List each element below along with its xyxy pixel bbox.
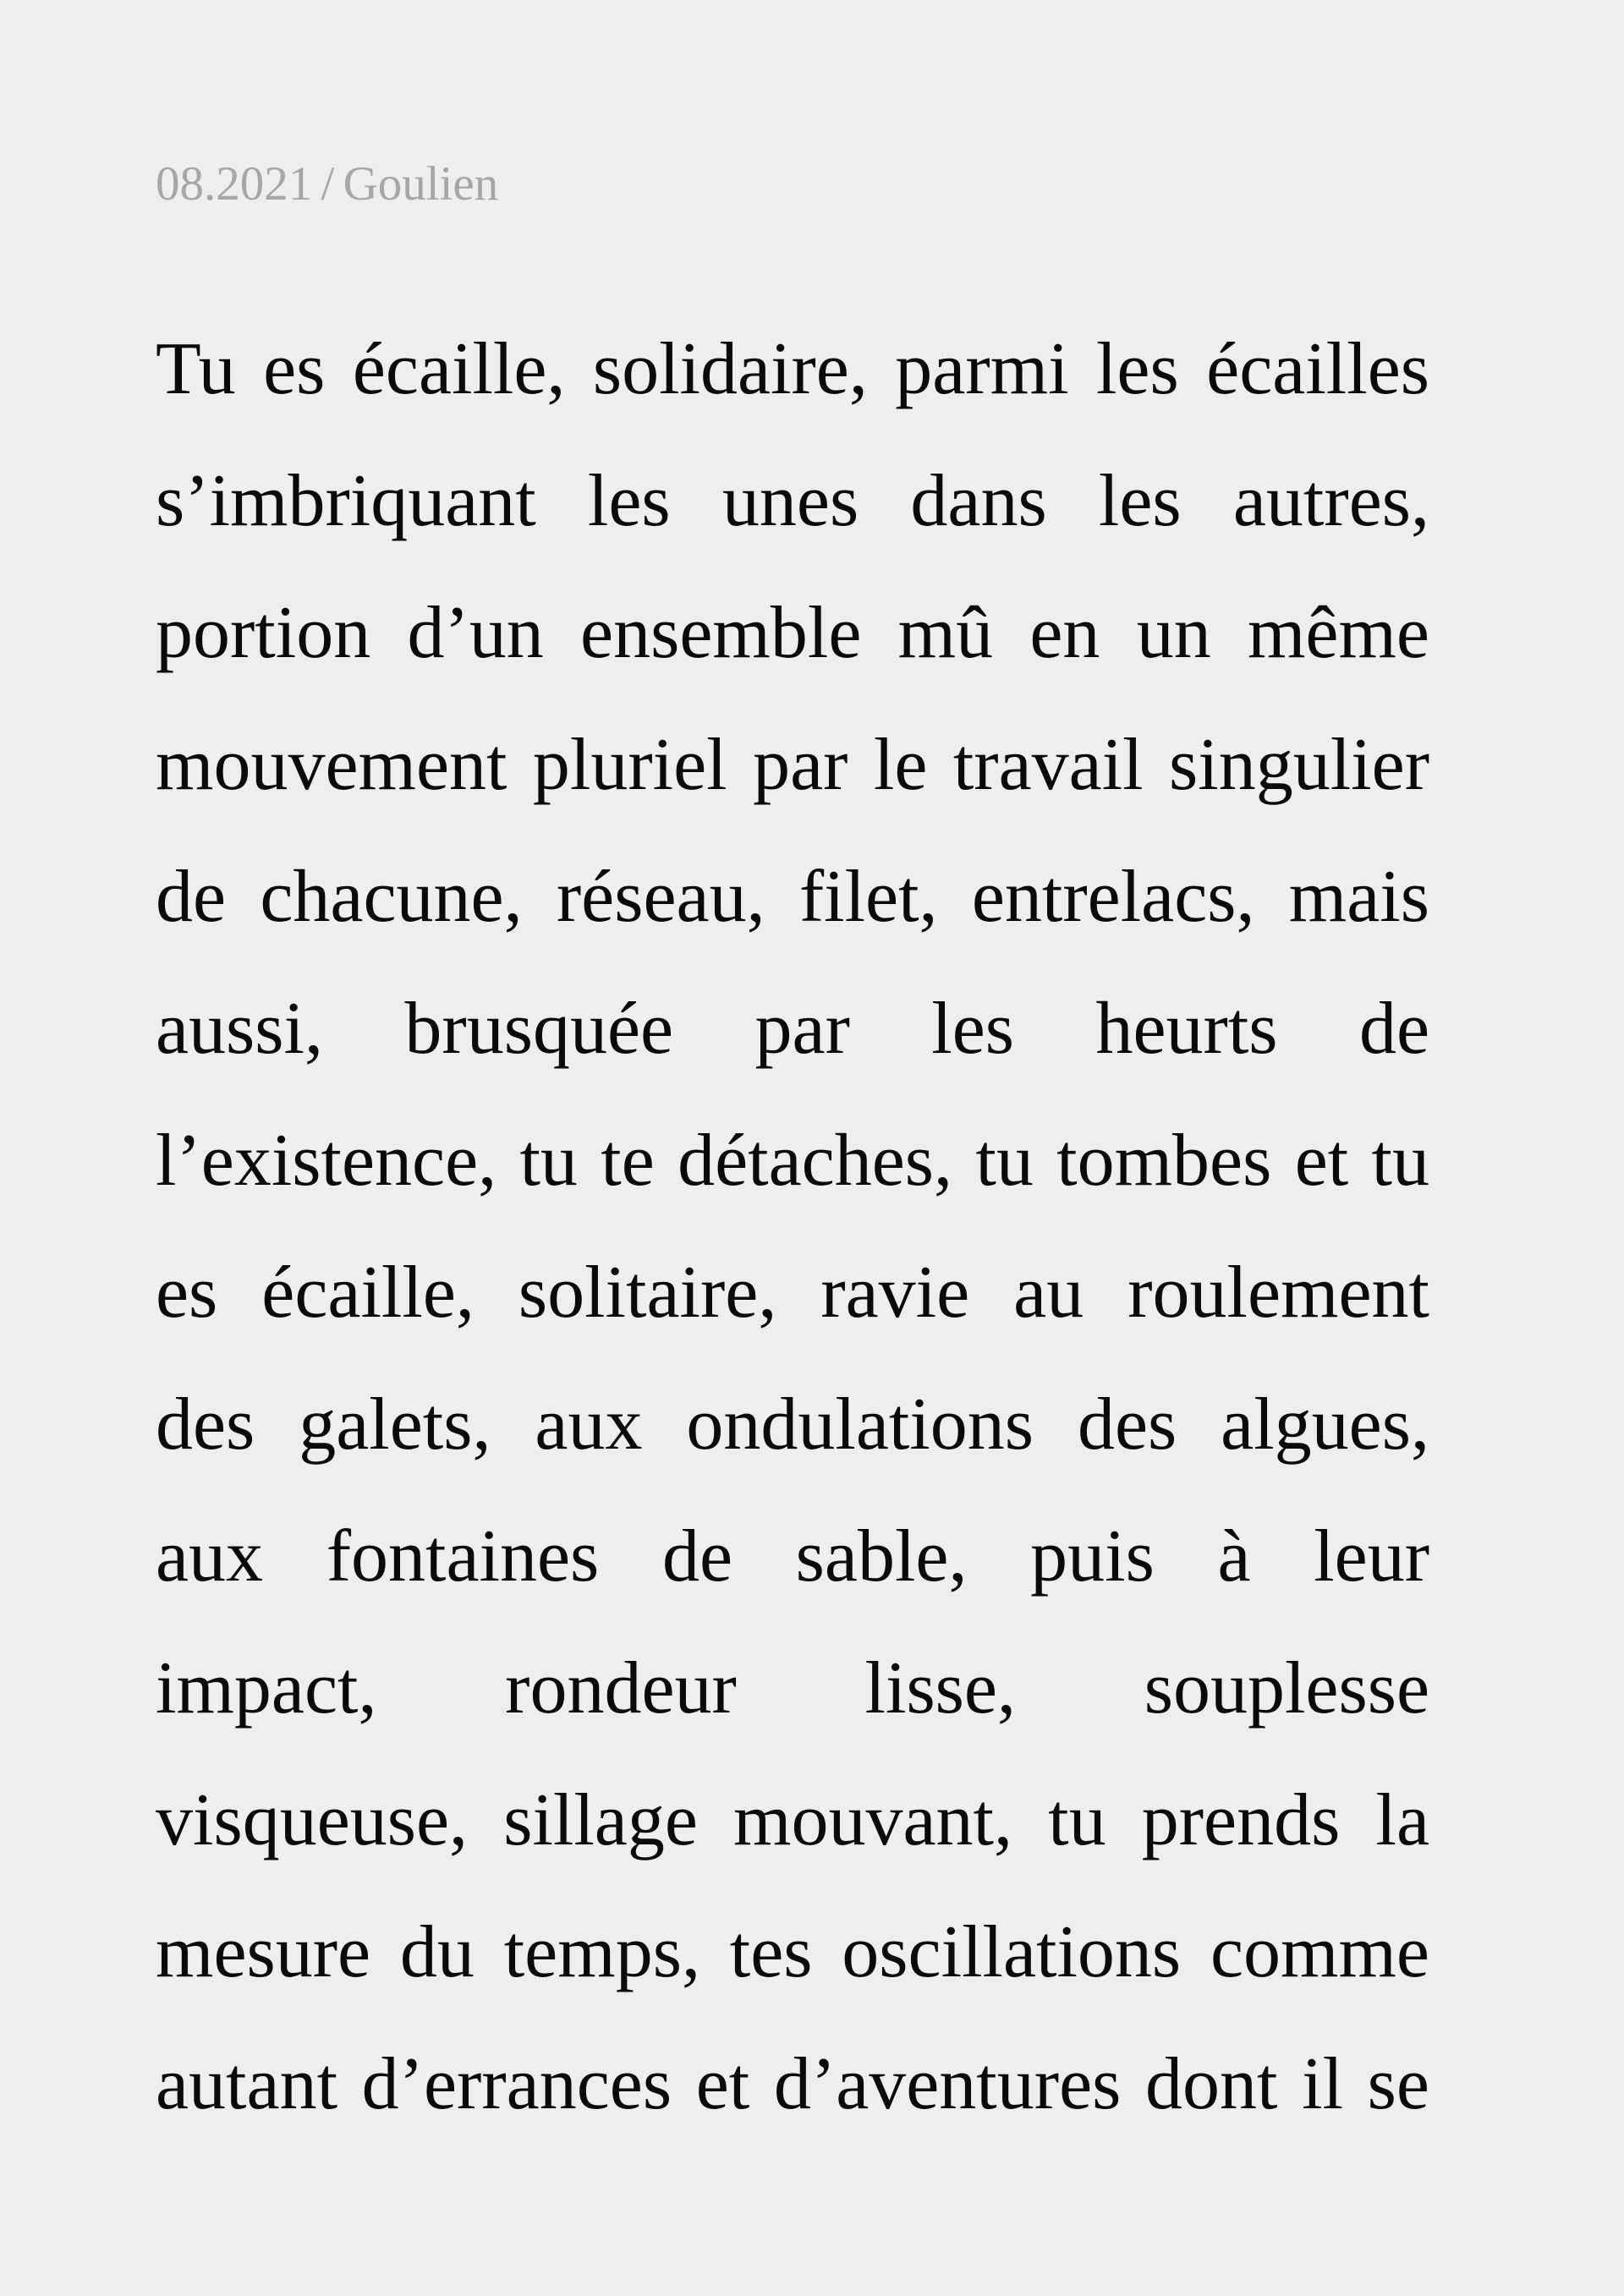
text-line: Tu es écaille, solidaire, parmi les écailles: [156, 328, 1429, 410]
text-line: des galets, aux ondulations des algues,: [156, 1384, 1429, 1466]
text-line: es écaille, solitaire, ravie au roulement: [156, 1252, 1429, 1334]
text-line: portion d’un ensemble mû en un même: [156, 592, 1429, 674]
date-label: 08.2021: [156, 157, 313, 211]
separator: /: [321, 157, 335, 211]
text-line: impact, rondeur lisse, souplesse: [156, 1647, 1429, 1729]
date-location-caption: [156, 151, 498, 218]
text-line: visqueuse, sillage mouvant, tu prends la: [156, 1779, 1429, 1861]
location-label: Goulien: [343, 157, 499, 211]
text-line: mesure du temps, tes oscillations comme: [156, 1911, 1429, 1993]
text-line: aux fontaines de sable, puis à leur: [156, 1515, 1429, 1597]
text-line: de chacune, réseau, filet, entrelacs, mais: [156, 856, 1429, 938]
text-line: mouvement pluriel par le travail singulier: [156, 724, 1429, 806]
text-line: s’imbriquant les unes dans les autres,: [156, 460, 1429, 542]
prose-paragraph: [156, 327, 1429, 2174]
text-line: autant d’errances et d’aventures dont il se: [156, 2043, 1429, 2125]
text-line: aussi, brusquée par les heurts de: [156, 988, 1429, 1070]
text-line: l’existence, tu te détaches, tu tombes et tu: [156, 1120, 1429, 1202]
